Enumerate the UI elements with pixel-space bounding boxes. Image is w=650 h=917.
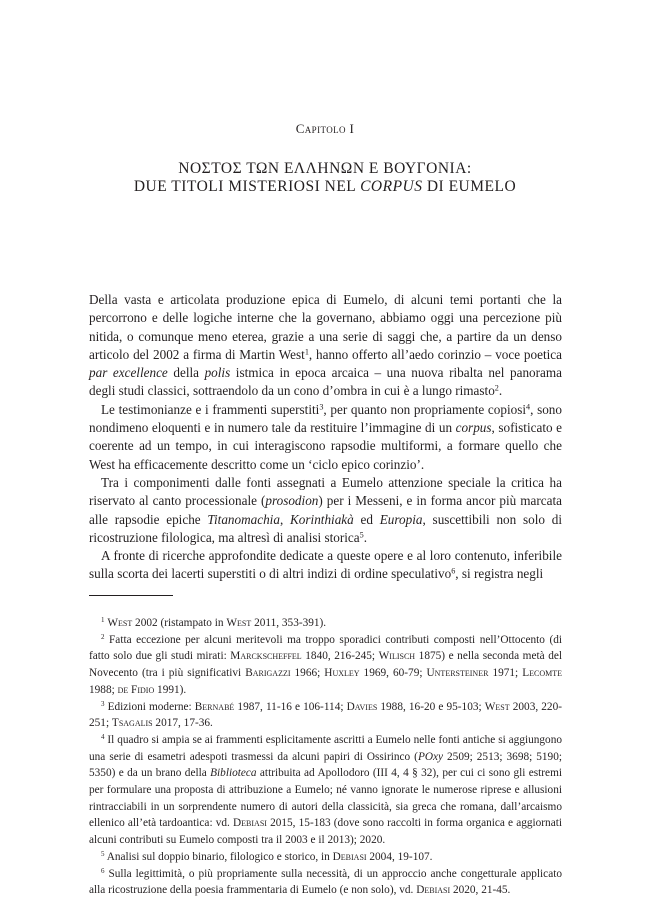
author-name: Tsagalis xyxy=(111,717,153,730)
footnote-1 xyxy=(89,615,562,632)
footnote-3 xyxy=(89,699,562,732)
italic-term: par excellence xyxy=(89,365,168,381)
footnote-ref[interactable]: 4 xyxy=(526,402,531,412)
paragraph-4 xyxy=(89,547,562,584)
italic-term: corpus xyxy=(455,420,492,436)
footnote-4 xyxy=(89,732,562,849)
text-run: 2015, 15-183 (dove sono raccolti in forma organica e aggiornati alcuni contributi su Eumelo composti tra il 2003 e il 2013); 2020. xyxy=(89,817,562,847)
chapter-title xyxy=(0,160,650,196)
text-run: 2011, 353-391). xyxy=(251,617,327,629)
footnote-number: 6 xyxy=(101,866,105,875)
italic-term: Titanomachia xyxy=(207,511,280,527)
text-run: Sulla legittimità, o più propriamente sulla necessità, di un approccio anche congetturale applicato alla ricostruzione della poesia frammentaria di Eumelo (e non solo), vd. xyxy=(89,867,562,897)
author-name: Wilisch xyxy=(378,650,416,663)
footnote-number: 5 xyxy=(101,850,105,858)
text-run: 2004, 19-107. xyxy=(366,850,433,863)
text-run: istmica in epoca arcaica – una nuova ribalta nel panorama degli studi classici, sottraendolo da un cono d’ombra in cui è a lungo rimasto xyxy=(89,365,563,399)
text-run: Tra i componimenti dalle fonti assegnati a Eumelo attenzione speciale la critica ha riservato al canto processionale ( xyxy=(89,474,562,509)
author-name: Lecomte xyxy=(522,667,562,680)
chapter-label-text: Capitolo I xyxy=(295,121,355,136)
text-run: Le testimonianze e i frammenti superstiti xyxy=(101,401,320,417)
footnote-ref[interactable]: 6 xyxy=(451,566,456,576)
footnote-2 xyxy=(89,632,562,699)
text-run: , hanno offerto all’aedo corinzio – voce poetica xyxy=(308,346,562,362)
title-text: DI EUMELO xyxy=(422,178,517,195)
author-name: Bernabé xyxy=(194,700,235,713)
footnote-number: 4 xyxy=(101,733,105,742)
author-name: de Fidio xyxy=(117,683,155,696)
text-run: , si registra negli xyxy=(455,566,544,582)
author-name: Debiasi xyxy=(233,817,267,830)
author-name: Debiasi xyxy=(416,884,451,897)
text-run: . xyxy=(498,383,503,399)
footnote-ref[interactable]: 1 xyxy=(304,347,309,357)
text-run: Della vasta e articolata produzione epica di Eumelo, di alcuni temi portanti che la percorrono e delle logiche interne che la governano, abbiamo oggi una percezione più nitida, o comunque meno eterea, grazie a una serie di saggi che, a partire da un denso articolo del 2002 a firma di Martin West xyxy=(89,292,562,362)
italic-term: prosodion xyxy=(265,493,319,509)
text-run: 1988, 16-20 e 95-103; xyxy=(377,700,485,713)
text-run: Edizioni moderne: xyxy=(107,700,195,713)
italic-term: polis xyxy=(204,365,231,381)
italic-term: Biblioteca xyxy=(210,767,257,780)
chapter-label xyxy=(0,121,650,137)
body-text xyxy=(89,291,562,584)
footnote-number: 1 xyxy=(101,616,105,625)
footnote-divider xyxy=(89,595,173,596)
text-run: ) per i Messeni, e in forma ancor più marcata alle rapsodie epiche xyxy=(89,493,562,527)
text-run: 1840, 216-245; xyxy=(301,650,379,663)
footnote-5 xyxy=(89,849,562,866)
text-run: , suscettibili non solo di ricostruzione filologica, ma altresì di analisi storica xyxy=(89,511,563,545)
text-run: 1987, 11-16 e 106-114; xyxy=(234,700,347,713)
text-run: 2003, 220-251; xyxy=(89,700,562,730)
text-run: , xyxy=(279,511,291,527)
text-run: 2020, 21-45. xyxy=(450,884,511,897)
text-run: , sono nondimeno eloquenti e in numero tale da restituire l’immagine di un xyxy=(89,401,562,436)
footnotes xyxy=(89,615,562,899)
author-name: West xyxy=(107,617,133,629)
title-italic: CORPUS xyxy=(360,178,423,195)
author-name: Barigazzi xyxy=(245,667,291,680)
footnote-number: 2 xyxy=(101,632,105,641)
author-name: Davies xyxy=(346,700,378,713)
italic-term: POxy xyxy=(417,750,444,763)
author-name: West xyxy=(226,617,252,629)
author-name: Huxley xyxy=(324,667,360,680)
title-text: DUE TITOLI MISTERIOSI NEL xyxy=(133,178,361,195)
italic-term: Europia xyxy=(379,511,423,527)
text-run: 2017, 17-36. xyxy=(152,717,213,730)
text-run: Analisi sul doppio binario, filologico e storico, in xyxy=(106,850,333,863)
paragraph-1 xyxy=(89,291,562,401)
text-run: Il quadro si ampia se ai frammenti esplicitamente ascritti a Eumelo nelle fonti antiche si aggiungono una serie di esametri adespoti trasmessi da alcuni papiri di Ossirinco ( xyxy=(89,733,563,763)
text-run: ed xyxy=(353,511,380,527)
text-run: , sofisticato e coerente ad un tempo, in cui interagiscono rapsodie multiformi, a formare quello che West ha efficacemente descritto come un ‘ciclo epico corinzio’. xyxy=(89,420,562,472)
text-run: attribuita ad Apollodoro (III 4, 4 § 32), per cui ci sono gli estremi per formulare una proposta di attribuzione a Eumelo; né vanno ignorate le numerose riprese e allusioni rintracciabili in un sorprendente numero di autori della classicità, sia greca che romana, dall’arcaismo ellenico all’età tardoantica: vd. xyxy=(89,767,562,830)
text-run: 1966; xyxy=(290,667,325,680)
footnote-ref[interactable]: 3 xyxy=(319,402,324,412)
author-name: Debiasi xyxy=(332,850,367,863)
text-run: della xyxy=(167,365,205,381)
chapter-title-line-2 xyxy=(0,178,650,196)
footnote-6 xyxy=(89,866,562,899)
paragraph-3 xyxy=(89,474,562,547)
text-run: , per quanto non propriamente copiosi xyxy=(323,401,527,417)
footnote-ref[interactable]: 5 xyxy=(359,530,364,540)
text-run: 1875) e nella seconda metà del Novecento (tra i più significativi xyxy=(89,650,562,680)
text-run: 1969, 60-79; xyxy=(359,667,427,680)
text-run: 1991). xyxy=(154,683,187,696)
author-name: West xyxy=(484,700,510,713)
text-run: . xyxy=(363,529,368,545)
footnote-number: 3 xyxy=(101,699,105,708)
text-run: 1971; xyxy=(488,667,523,680)
author-name: Untersteiner xyxy=(426,667,489,680)
footnote-ref[interactable]: 2 xyxy=(494,383,499,393)
text-run: Fatta eccezione per alcuni meritevoli ma troppo sporadici contributi composti nell’Ottocento (di fatto solo due gli studi mirati: xyxy=(89,633,562,663)
text-run: 2509; 2513; 3698; 5190; 5350) e da un brano della xyxy=(89,750,562,780)
text-run: 1988; xyxy=(89,683,118,696)
text-run: 2002 (ristampato in xyxy=(132,617,227,629)
paragraph-2 xyxy=(89,401,562,474)
author-name: Marckscheffel xyxy=(230,650,302,663)
chapter-title-line-1: ΝΟΣΤΟΣ ΤΩΝ ΕΛΛΗΝΩΝ E ΒΟΥΓΟΝΙΑ: xyxy=(178,160,472,177)
text-run: A fronte di ricerche approfondite dedicate a queste opere e al loro contenuto, inferibile sulla scorta dei lacerti superstiti o di altri indizi di ordine speculativo xyxy=(89,548,562,582)
italic-term: Korinthiakà xyxy=(290,511,354,527)
